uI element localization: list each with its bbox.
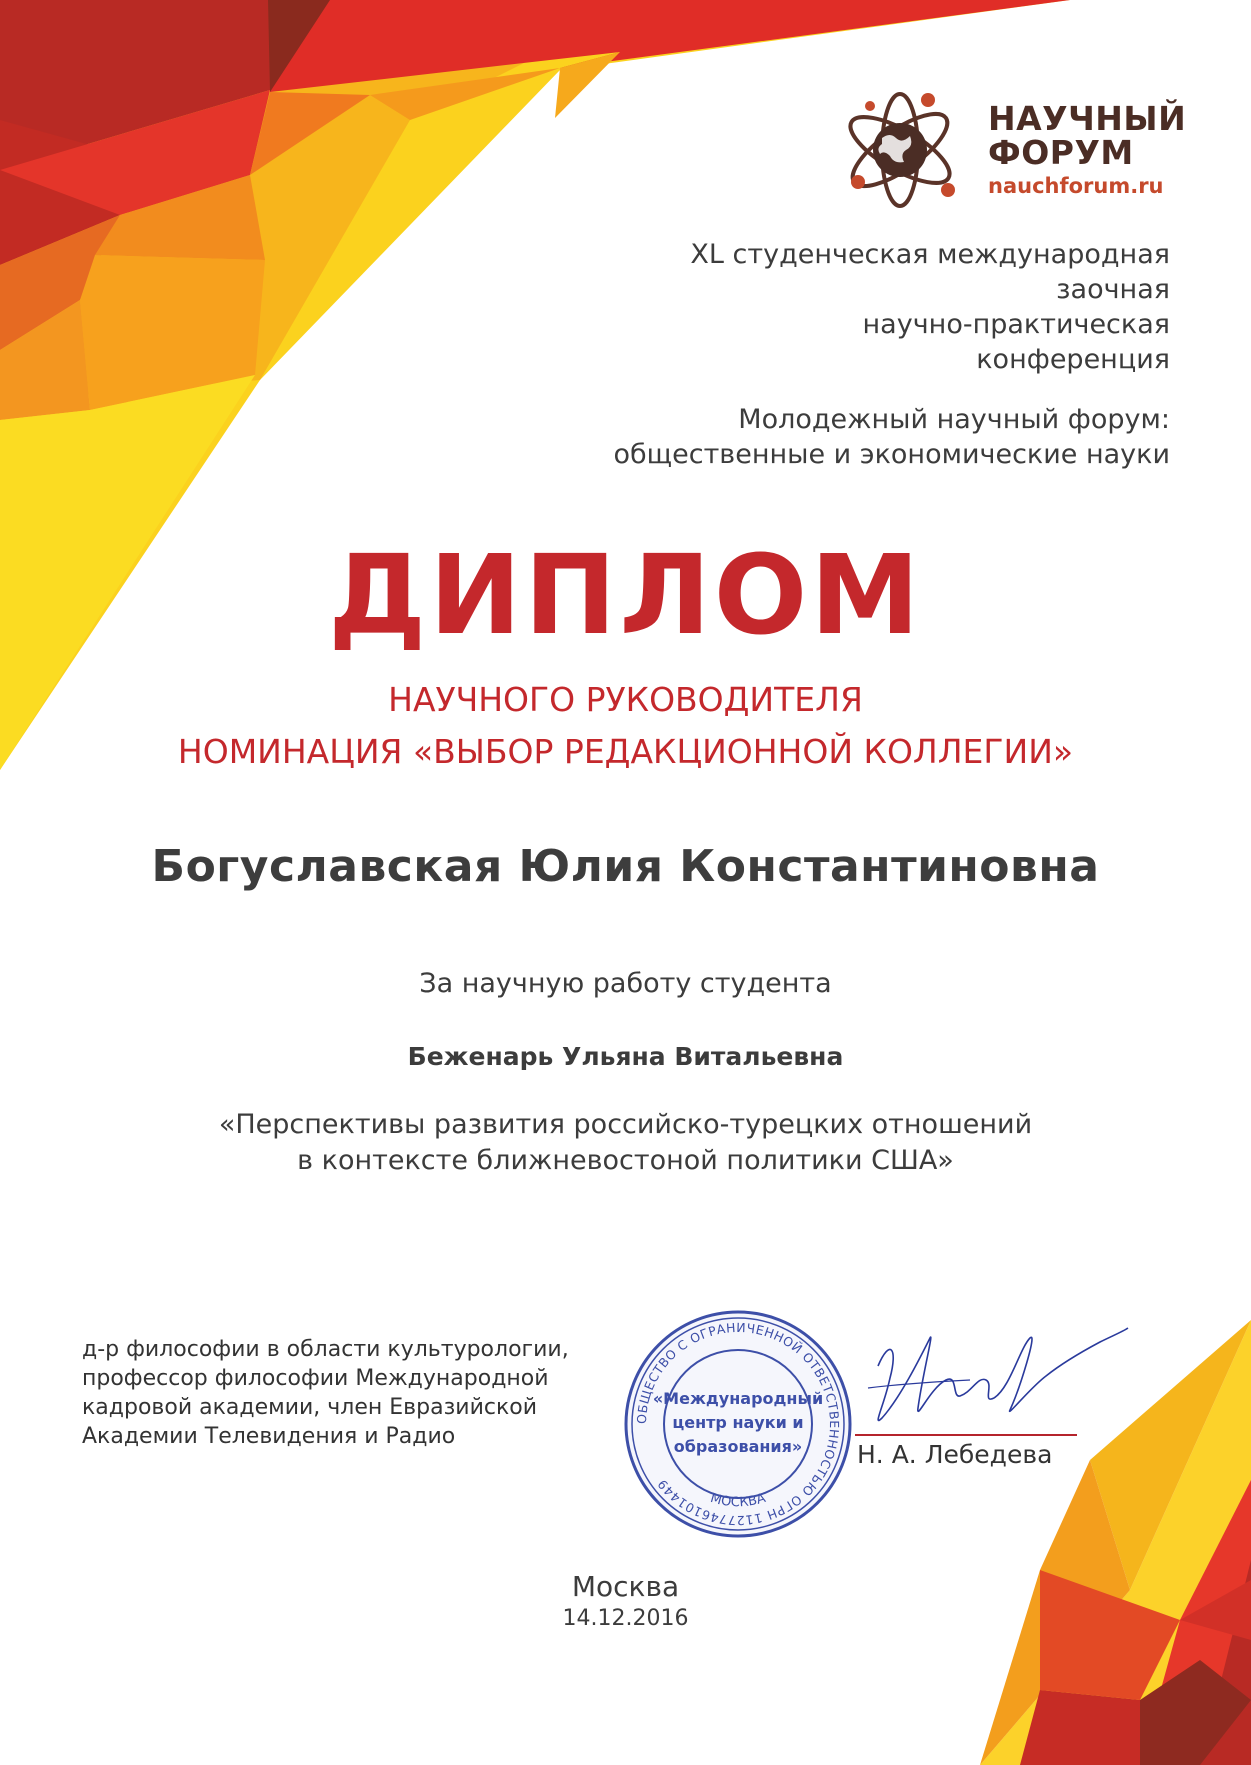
for-work-caption: За научную работу студента <box>419 968 832 999</box>
credentials-line: профессор философии Международной <box>82 1366 549 1391</box>
credentials-line: д-р философии в области культурологии, <box>82 1337 569 1362</box>
signer-credentials <box>82 1335 569 1451</box>
stamp-bottom-text: МОСКВА <box>708 1490 768 1511</box>
topic-line: в контексте ближневостоной политики США» <box>297 1145 954 1176</box>
conference-line: конференция <box>976 344 1170 375</box>
conference-title <box>690 237 1170 377</box>
nomination-line: НОМИНАЦИЯ «ВЫБОР РЕДАКЦИОННОЙ КОЛЛЕГИИ» <box>177 732 1074 771</box>
conference-line: XL студенческая международная <box>690 239 1170 270</box>
stamp-center-line2: центр науки и <box>672 1413 804 1432</box>
conference-line: научно-практическая <box>862 309 1170 340</box>
city: Москва <box>571 1570 680 1603</box>
student-name: Беженарь Ульяна Витальевна <box>407 1042 844 1071</box>
logo-url: nauchforum.ru <box>988 174 1164 198</box>
credentials-line: Академии Телевидения и Радио <box>82 1424 456 1449</box>
work-topic <box>0 1107 1251 1179</box>
subtitle-line: НАУЧНОГО РУКОВОДИТЕЛЯ <box>388 680 863 719</box>
logo-wordmark <box>988 99 1187 198</box>
diploma-title: ДИПЛОМ <box>328 531 923 659</box>
logo-title-line2: ФОРУМ <box>988 133 1134 172</box>
stamp-center-line3: образования» <box>673 1437 803 1456</box>
recipient-name: Богуславская Юлия Константиновна <box>151 841 1100 892</box>
logo-title-line1: НАУЧНЫЙ <box>988 99 1187 138</box>
forum-line: общественные и экономические науки <box>613 439 1170 470</box>
credentials-line: кадровой академии, член Евразийской <box>82 1395 538 1420</box>
stamp-center-line1: «Международный <box>652 1389 824 1408</box>
forum-line: Молодежный научный форум: <box>738 404 1170 435</box>
diploma-subtitle <box>0 674 1251 778</box>
forum-section-title <box>614 402 1170 472</box>
stamp-ring-text: ОБЩЕСТВО С ОГРАНИЧЕННОЙ ОТВЕТСТВЕННОСТЬЮ ОГРН 1127746101449 <box>633 1319 843 1529</box>
handwritten-signature <box>860 1318 1130 1443</box>
topic-line: «Перспективы развития российско-турецких отношений <box>218 1109 1033 1140</box>
conference-line: заочная <box>1056 274 1170 305</box>
official-stamp-seal <box>622 1308 854 1540</box>
issue-date: 14.12.2016 <box>562 1606 689 1631</box>
signer-name: Н. А. Лебедева <box>857 1440 1053 1469</box>
